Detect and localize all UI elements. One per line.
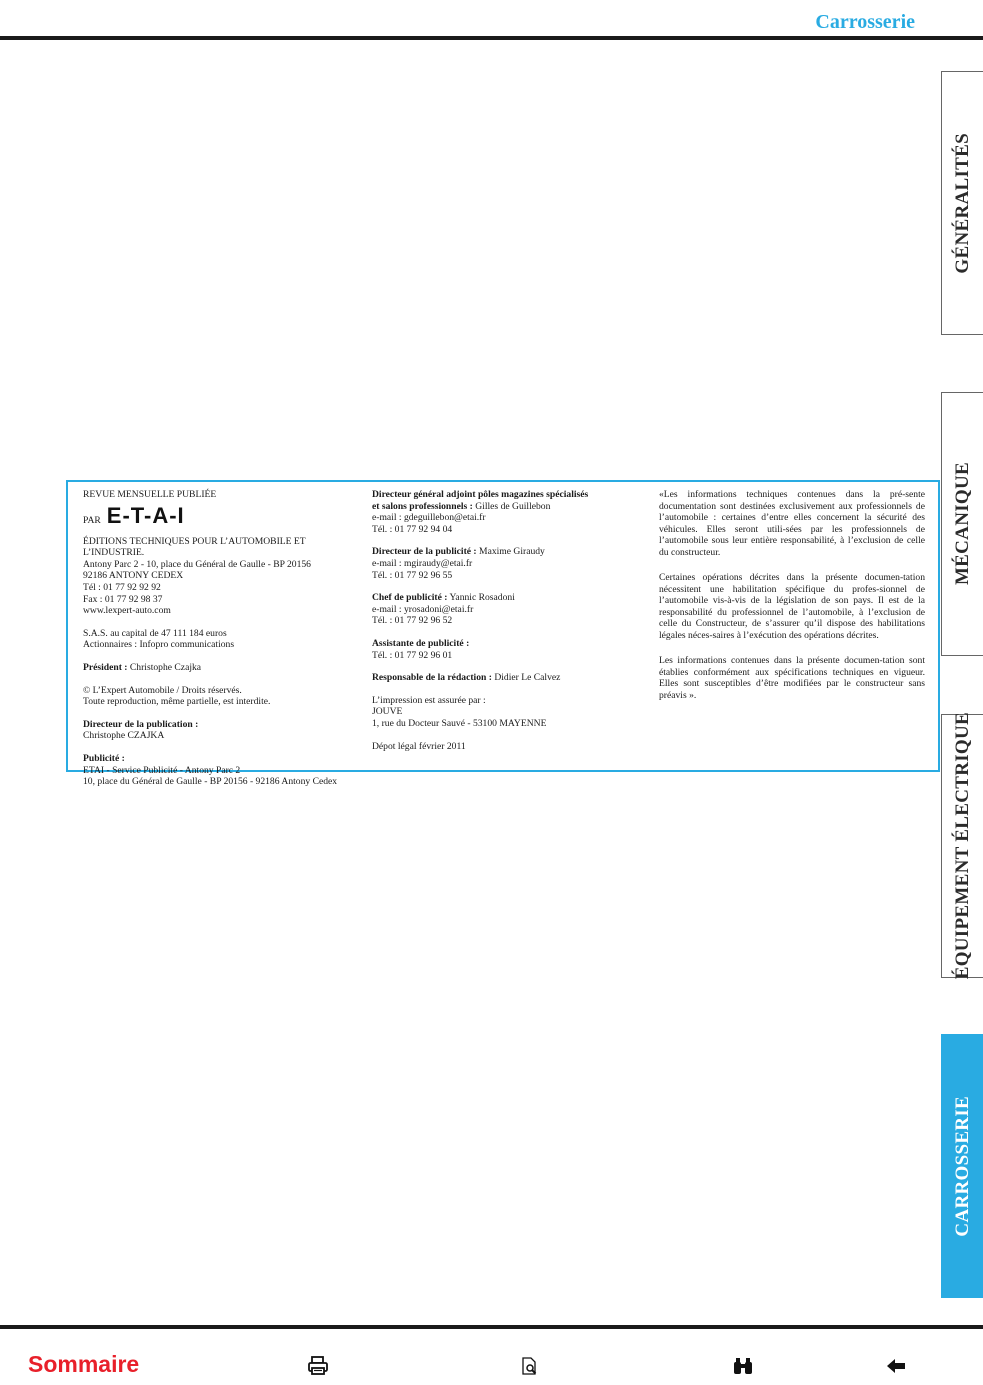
chef-line: [372, 592, 647, 604]
editions-text: ÉDITIONS TECHNIQUES POUR L’AUTOMOBILE ET L’INDUSTRIE.: [83, 535, 306, 559]
chef-email: e-mail : yrosadoni@etai.fr: [372, 603, 474, 615]
president-name: Christophe Czajka: [129, 661, 202, 673]
dga-line: [372, 501, 647, 513]
directeur-publication-name: Christophe CZAJKA: [83, 730, 165, 742]
tab-equipement-electrique[interactable]: [941, 714, 983, 978]
tab-label: ÉQUIPEMENT ÉLECTRIQUE: [951, 712, 973, 980]
dpub-name: Maxime Giraudy: [479, 546, 545, 558]
reproduction-text: Toute reproduction, même partielle, est interdite.: [83, 696, 271, 708]
info-column-publisher: [83, 489, 363, 788]
address-line: Antony Parc 2 - 10, place du Général de Gaulle - BP 20156: [83, 558, 311, 570]
etai-logo: E-T-A-I: [106, 502, 185, 528]
par-text: PAR: [83, 515, 101, 526]
tab-label: MÉCANIQUE: [951, 462, 973, 586]
printer-name: JOUVE: [372, 706, 403, 718]
sommaire-link[interactable]: Sommaire: [28, 1351, 140, 1377]
publicite-line: ETAI - Service Publicité - Antony Parc 2: [83, 764, 241, 776]
assistante-tel: Tél. : 01 77 92 96 01: [372, 649, 453, 661]
chef-label: Chef de publicité :: [372, 592, 448, 604]
revue-text: REVUE MENSUELLE PUBLIÉE: [83, 489, 217, 500]
website-text: www.lexpert-auto.com: [83, 605, 171, 617]
chef-name: Yannic Rosadoni: [449, 592, 515, 604]
actionnaires-text: Actionnaires : Infopro communications: [83, 639, 235, 651]
dpub-label: Directeur de la publicité :: [372, 546, 477, 558]
tab-carrosserie[interactable]: [941, 1034, 983, 1298]
redaction-name: Didier Le Calvez: [494, 672, 561, 684]
print-icon[interactable]: [306, 1354, 330, 1378]
publicite-line: 10, place du Général de Gaulle - BP 20156 - 92186 Antony Cedex: [83, 776, 338, 788]
redaction-label: Responsable de la rédaction :: [372, 672, 492, 684]
section-title: Carrosserie: [815, 11, 915, 33]
dga-email: e-mail : gdeguillebon@etai.fr: [372, 512, 486, 524]
tab-mecanique[interactable]: [941, 392, 983, 656]
tab-label: CARROSSERIE: [951, 1095, 973, 1237]
chef-tel: Tél. : 01 77 92 96 52: [372, 615, 453, 627]
dga-label: Directeur général adjoint pôles magazines spécialisés: [372, 489, 589, 500]
sas-text: S.A.S. au capital de 47 111 184 euros: [83, 627, 227, 639]
dga-name: Gilles de Guillebon: [475, 500, 551, 512]
dpub-tel: Tél. : 01 77 92 96 55: [372, 569, 453, 581]
dga-label-2: et salons professionnels :: [372, 500, 473, 512]
directeur-publication-label: Directeur de la publication :: [83, 718, 199, 730]
copyright-text: © L’Expert Automobile / Droits réservés.: [83, 684, 242, 696]
back-arrow-icon[interactable]: [884, 1354, 908, 1378]
disclaimer-paragraph: «Les informations techniques contenues dans la pré-sente documentation sont destinées exclusivement aux professionnels de l’automobile : certaines d’entre elles concernent la sécurité des véhicules. Elles seront utili-sées par les professionnels de l’automobile sous leur entière responsabilité, à l’exclusion de celle du constructeur.: [659, 489, 925, 558]
info-column-contacts: [372, 489, 647, 752]
fax-text: Fax : 01 77 92 98 37: [83, 593, 163, 605]
president-label: Président :: [83, 661, 128, 673]
address-line: 92186 ANTONY CEDEX: [83, 570, 184, 582]
top-rule: [0, 36, 983, 40]
dpub-line: [372, 546, 647, 558]
page-search-icon[interactable]: [518, 1354, 542, 1378]
publicite-label: Publicité :: [83, 752, 125, 764]
dpub-email: e-mail : mgiraudy@etai.fr: [372, 557, 473, 569]
publication-info-box: [66, 480, 940, 788]
dga-tel: Tél. : 01 77 92 94 04: [372, 523, 453, 535]
printer-address: 1, rue du Docteur Sauvé - 53100 MAYENNE: [372, 717, 547, 729]
impression-text: L’impression est assurée par :: [372, 694, 486, 706]
tab-label: GÉNÉRALITÉS: [951, 132, 973, 274]
disclaimer-paragraph: Certaines opérations décrites dans la présente documen-tation nécessitent une habilitation spécifique du profes-sionnel de l’automobile vis-à-vis de la législation de son pays. Il est de la responsabilité du professionnel de l’automobile, à l’exclusion de celle du Constructeur, de s’assurer qu’il dispose des habilitations légales néces-saires à l’exécution des opérations décrites.: [659, 572, 925, 642]
president-line: [83, 662, 363, 674]
info-column-disclaimer: [659, 489, 925, 715]
assistante-label: Assistante de publicité :: [372, 637, 470, 649]
bottom-rule: [0, 1325, 983, 1329]
tab-generalites[interactable]: [941, 71, 983, 335]
redaction-line: [372, 672, 647, 684]
depot-legal: Dépot légal février 2011: [372, 740, 466, 752]
publisher-line: [83, 503, 363, 527]
binoculars-icon[interactable]: [731, 1354, 755, 1378]
tel-text: Tél : 01 77 92 92 92: [83, 581, 161, 593]
disclaimer-paragraph: Les informations contenues dans la présente documen-tation sont établies conformément aux spécifications techniques en vigueur. Elles sont susceptibles d’être modifiées par le constructeur sans préavis ».: [659, 655, 925, 701]
